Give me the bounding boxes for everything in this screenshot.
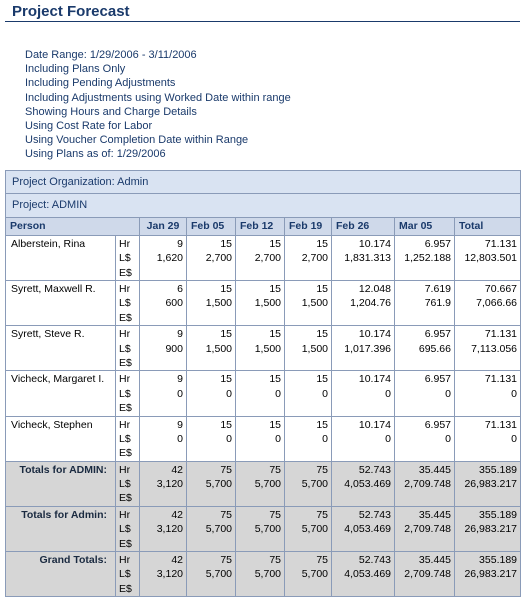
- column-header-row: [6, 217, 521, 235]
- measure-label: L$: [119, 387, 131, 400]
- ls-value: 900: [165, 342, 183, 355]
- period-cell: [187, 506, 236, 551]
- org-band: [6, 171, 521, 194]
- hr-value: 15: [220, 328, 232, 341]
- ls-value: 26,983.217: [464, 478, 518, 491]
- period-cell: [187, 326, 236, 371]
- es-value: [334, 356, 391, 370]
- ls-value: 1,620: [156, 252, 183, 265]
- period-cell: [332, 416, 395, 461]
- es-value: [238, 401, 281, 415]
- period-cell: [332, 235, 395, 280]
- measure-labels: [116, 371, 140, 416]
- hr-value: 15: [316, 328, 328, 341]
- hr-value: 75: [269, 463, 281, 476]
- period-cell: [236, 416, 285, 461]
- ls-value: 5,700: [254, 478, 281, 491]
- total-cell: [455, 326, 521, 371]
- hr-value: 15: [220, 237, 232, 250]
- es-value: [142, 491, 183, 505]
- measure-label: L$: [119, 568, 131, 581]
- period-cell: [395, 506, 455, 551]
- measure-labels: [116, 235, 140, 280]
- hr-value: 7.619: [424, 282, 451, 295]
- ls-value: 3,120: [156, 568, 183, 581]
- hr-value: 15: [269, 328, 281, 341]
- period-cell: [332, 506, 395, 551]
- es-value: [189, 401, 232, 415]
- period-cell: [187, 280, 236, 325]
- hr-value: 15: [269, 418, 281, 431]
- totals-row: [6, 552, 521, 597]
- total-cell: [455, 371, 521, 416]
- hr-value: 75: [220, 508, 232, 521]
- period-cell: [285, 371, 332, 416]
- hr-value: 75: [220, 463, 232, 476]
- totals-row: [6, 461, 521, 506]
- col-header-period: Mar 05: [395, 217, 455, 235]
- es-value: [238, 491, 281, 505]
- col-header-person: Person: [6, 217, 140, 235]
- measure-label: E$: [119, 402, 132, 415]
- measure-labels: [116, 552, 140, 597]
- ls-value: 1,204.76: [350, 297, 391, 310]
- hr-value: 42: [171, 508, 183, 521]
- es-value: [238, 537, 281, 551]
- period-cell: [395, 235, 455, 280]
- total-cell: [455, 280, 521, 325]
- ls-value: 26,983.217: [464, 568, 518, 581]
- es-value: [287, 446, 328, 460]
- period-cell: [236, 506, 285, 551]
- ls-value: 2,700: [254, 252, 281, 265]
- criteria-line: Using Cost Rate for Labor: [25, 119, 153, 132]
- measure-label: Hr: [119, 282, 131, 295]
- forecast-table: [5, 170, 521, 597]
- es-value: [334, 266, 391, 280]
- ls-value: 4,053.469: [344, 568, 391, 581]
- period-cell: [332, 326, 395, 371]
- measure-label: Hr: [119, 463, 131, 476]
- measure-label: E$: [119, 311, 132, 324]
- hr-value: 15: [269, 237, 281, 250]
- ls-value: 1,017.396: [344, 342, 391, 355]
- ls-value: 695.66: [418, 342, 451, 355]
- es-value: [457, 311, 517, 325]
- es-value: [397, 311, 451, 325]
- ls-value: 0: [226, 432, 232, 445]
- person-row: [6, 326, 521, 371]
- es-value: [397, 356, 451, 370]
- date-range-label: Date Range:: [25, 49, 87, 61]
- totals-label: Grand Totals:: [6, 552, 116, 597]
- period-cell: [285, 506, 332, 551]
- hr-value: 6.957: [424, 237, 451, 250]
- ls-value: 1,500: [205, 342, 232, 355]
- es-value: [142, 356, 183, 370]
- es-value: [238, 446, 281, 460]
- col-header-period: Feb 19: [285, 217, 332, 235]
- page-title: Project Forecast: [12, 3, 130, 20]
- es-value: [142, 446, 183, 460]
- hr-value: 10.174: [358, 418, 391, 431]
- hr-value: 35.445: [418, 463, 451, 476]
- measure-label: Hr: [119, 373, 131, 386]
- criteria-line: Using Voucher Completion Date within Range: [25, 134, 249, 147]
- ls-value: 0: [511, 432, 518, 445]
- ls-value: 1,500: [205, 297, 232, 310]
- hr-value: 42: [171, 463, 183, 476]
- period-cell: [187, 552, 236, 597]
- org-label: Project Organization:: [12, 176, 115, 188]
- ls-value: 0: [275, 432, 281, 445]
- ls-value: 5,700: [205, 523, 232, 536]
- ls-value: 1,831.313: [344, 252, 391, 265]
- hr-value: 15: [269, 373, 281, 386]
- hr-value: 6: [177, 282, 183, 295]
- period-cell: [285, 280, 332, 325]
- totals-label: Totals for Admin:: [6, 506, 116, 551]
- measure-label: E$: [119, 266, 132, 279]
- measure-label: L$: [119, 478, 131, 491]
- criteria-line: Including Pending Adjustments: [25, 77, 176, 90]
- period-cell: [332, 461, 395, 506]
- person-name: Alberstein, Rina: [6, 235, 116, 280]
- ls-value: 26,983.217: [464, 523, 518, 536]
- hr-value: 6.957: [424, 418, 451, 431]
- hr-value: 75: [316, 554, 328, 567]
- plans-as-of-line: [25, 147, 291, 161]
- totals-row: [6, 506, 521, 551]
- period-cell: [140, 280, 187, 325]
- hr-value: 75: [269, 554, 281, 567]
- es-value: [142, 266, 183, 280]
- hr-value: 75: [316, 508, 328, 521]
- measure-label: Hr: [119, 418, 131, 431]
- ls-value: 0: [322, 432, 328, 445]
- hr-value: 52.743: [358, 554, 391, 567]
- ls-value: 12,803.501: [464, 252, 518, 265]
- period-cell: [140, 552, 187, 597]
- period-cell: [332, 552, 395, 597]
- period-cell: [285, 235, 332, 280]
- ls-value: 0: [385, 387, 391, 400]
- period-cell: [332, 371, 395, 416]
- period-cell: [140, 326, 187, 371]
- ls-value: 7,066.66: [476, 297, 518, 310]
- total-cell: [455, 461, 521, 506]
- ls-value: 5,700: [301, 523, 328, 536]
- ls-value: 0: [177, 387, 183, 400]
- es-value: [189, 266, 232, 280]
- measure-label: E$: [119, 582, 132, 595]
- person-row: [6, 416, 521, 461]
- es-value: [334, 311, 391, 325]
- hr-value: 52.743: [358, 508, 391, 521]
- hr-value: 15: [316, 237, 328, 250]
- hr-value: 75: [220, 554, 232, 567]
- col-header-period: Feb 12: [236, 217, 285, 235]
- ls-value: 1,252.188: [404, 252, 451, 265]
- es-value: [287, 266, 328, 280]
- plans-as-of-label: Using Plans as of:: [25, 148, 114, 161]
- person-name: Vicheck, Stephen: [6, 416, 116, 461]
- ls-value: 4,053.469: [344, 478, 391, 491]
- period-cell: [395, 371, 455, 416]
- ls-value: 2,700: [301, 252, 328, 265]
- es-value: [334, 537, 391, 551]
- plans-as-of-value: 1/29/2006: [116, 148, 166, 161]
- hr-value: 71.131: [484, 418, 518, 431]
- ls-value: 1,500: [301, 342, 328, 355]
- hr-value: 10.174: [358, 373, 391, 386]
- person-name: Vicheck, Margaret I.: [6, 371, 116, 416]
- col-header-total: Total: [455, 217, 521, 235]
- ls-value: 5,700: [301, 568, 328, 581]
- ls-value: 0: [511, 387, 518, 400]
- es-value: [238, 356, 281, 370]
- es-value: [334, 491, 391, 505]
- measure-labels: [116, 506, 140, 551]
- es-value: [189, 311, 232, 325]
- criteria-line: Including Adjustments using Worked Date within range: [25, 91, 291, 104]
- period-cell: [236, 326, 285, 371]
- es-value: [457, 446, 517, 460]
- es-value: [189, 491, 232, 505]
- es-value: [397, 537, 451, 551]
- ls-value: 761.9: [424, 297, 451, 310]
- es-value: [238, 311, 281, 325]
- hr-value: 15: [316, 373, 328, 386]
- period-cell: [140, 416, 187, 461]
- measure-labels: [116, 416, 140, 461]
- hr-value: 15: [220, 418, 232, 431]
- measure-label: L$: [119, 432, 131, 445]
- es-value: [457, 491, 517, 505]
- measure-label: E$: [119, 537, 132, 550]
- criteria-line: Including Plans Only: [25, 63, 126, 76]
- period-cell: [285, 461, 332, 506]
- hr-value: 6.957: [424, 373, 451, 386]
- period-cell: [236, 371, 285, 416]
- measure-label: Hr: [119, 508, 131, 521]
- col-header-period: Feb 05: [187, 217, 236, 235]
- ls-value: 0: [226, 387, 232, 400]
- total-cell: [455, 552, 521, 597]
- period-cell: [395, 552, 455, 597]
- measure-label: E$: [119, 447, 132, 460]
- measure-label: E$: [119, 356, 132, 369]
- es-value: [287, 537, 328, 551]
- title-divider: [5, 21, 520, 22]
- col-header-period: Feb 26: [332, 217, 395, 235]
- period-cell: [285, 416, 332, 461]
- hr-value: 9: [177, 328, 183, 341]
- ls-value: 1,500: [301, 297, 328, 310]
- hr-value: 75: [269, 508, 281, 521]
- hr-value: 355.189: [479, 463, 518, 476]
- es-value: [397, 401, 451, 415]
- period-cell: [140, 506, 187, 551]
- es-value: [457, 537, 517, 551]
- criteria-line: Showing Hours and Charge Details: [25, 105, 197, 118]
- period-cell: [395, 326, 455, 371]
- period-cell: [140, 235, 187, 280]
- ls-value: 2,709.748: [404, 478, 451, 491]
- hr-value: 9: [177, 237, 183, 250]
- hr-value: 355.189: [479, 508, 518, 521]
- person-name: Syrett, Maxwell R.: [6, 280, 116, 325]
- hr-value: 71.131: [484, 237, 518, 250]
- project-band: [6, 194, 521, 217]
- hr-value: 71.131: [484, 373, 518, 386]
- period-cell: [236, 552, 285, 597]
- ls-value: 5,700: [254, 568, 281, 581]
- es-value: [397, 446, 451, 460]
- project-value: ADMIN: [51, 199, 88, 212]
- measure-labels: [116, 280, 140, 325]
- ls-value: 5,700: [301, 478, 328, 491]
- total-cell: [455, 235, 521, 280]
- ls-value: 0: [385, 432, 391, 445]
- ls-value: 2,709.748: [404, 523, 451, 536]
- ls-value: 0: [322, 387, 328, 400]
- es-value: [287, 311, 328, 325]
- hr-value: 10.174: [358, 328, 391, 341]
- hr-value: 15: [316, 418, 328, 431]
- hr-value: 35.445: [418, 508, 451, 521]
- es-value: [142, 311, 183, 325]
- period-cell: [187, 235, 236, 280]
- ls-value: 2,700: [205, 252, 232, 265]
- hr-value: 15: [220, 373, 232, 386]
- hr-value: 6.957: [424, 328, 451, 341]
- hr-value: 15: [269, 282, 281, 295]
- hr-value: 75: [316, 463, 328, 476]
- measure-label: E$: [119, 492, 132, 505]
- hr-value: 70.667: [484, 282, 518, 295]
- hr-value: 71.131: [484, 328, 518, 341]
- person-row: [6, 371, 521, 416]
- hr-value: 10.174: [358, 237, 391, 250]
- person-row: [6, 280, 521, 325]
- es-value: [287, 356, 328, 370]
- period-cell: [236, 280, 285, 325]
- hr-value: 42: [171, 554, 183, 567]
- totals-label: Totals for ADMIN:: [6, 461, 116, 506]
- measure-label: Hr: [119, 237, 131, 250]
- measure-label: Hr: [119, 554, 131, 567]
- es-value: [142, 401, 183, 415]
- measure-labels: [116, 461, 140, 506]
- measure-label: L$: [119, 252, 131, 265]
- es-value: [457, 401, 517, 415]
- es-value: [238, 266, 281, 280]
- es-value: [142, 537, 183, 551]
- es-value: [334, 401, 391, 415]
- ls-value: 7,113.056: [471, 342, 518, 355]
- period-cell: [187, 416, 236, 461]
- period-cell: [332, 280, 395, 325]
- person-row: [6, 235, 521, 280]
- person-name: Syrett, Steve R.: [6, 326, 116, 371]
- period-cell: [140, 461, 187, 506]
- period-cell: [285, 552, 332, 597]
- es-value: [189, 446, 232, 460]
- ls-value: 0: [177, 432, 183, 445]
- es-value: [334, 446, 391, 460]
- hr-value: 9: [177, 373, 183, 386]
- period-cell: [140, 371, 187, 416]
- ls-value: 0: [445, 387, 451, 400]
- period-cell: [395, 461, 455, 506]
- es-value: [457, 266, 517, 280]
- measure-label: L$: [119, 342, 131, 355]
- org-value: Admin: [117, 176, 149, 188]
- hr-value: 35.445: [418, 554, 451, 567]
- total-cell: [455, 416, 521, 461]
- report-criteria: [25, 48, 291, 162]
- ls-value: 600: [165, 297, 183, 310]
- hr-value: 9: [177, 418, 183, 431]
- ls-value: 5,700: [205, 568, 232, 581]
- hr-value: 355.189: [479, 554, 518, 567]
- es-value: [189, 537, 232, 551]
- measure-label: L$: [119, 523, 131, 536]
- measure-label: Hr: [119, 328, 131, 341]
- es-value: [189, 356, 232, 370]
- date-range-line: [25, 48, 291, 62]
- es-value: [397, 266, 451, 280]
- es-value: [457, 356, 517, 370]
- ls-value: 1,500: [254, 297, 281, 310]
- period-cell: [187, 371, 236, 416]
- ls-value: 3,120: [156, 478, 183, 491]
- ls-value: 1,500: [254, 342, 281, 355]
- measure-label: L$: [119, 297, 131, 310]
- hr-value: 12.048: [358, 282, 391, 295]
- ls-value: 2,709.748: [404, 568, 451, 581]
- col-header-period: Jan 29: [140, 217, 187, 235]
- hr-value: 15: [220, 282, 232, 295]
- measure-labels: [116, 326, 140, 371]
- period-cell: [285, 326, 332, 371]
- ls-value: 0: [275, 387, 281, 400]
- period-cell: [187, 461, 236, 506]
- period-cell: [395, 280, 455, 325]
- ls-value: 3,120: [156, 523, 183, 536]
- hr-value: 15: [316, 282, 328, 295]
- es-value: [397, 491, 451, 505]
- period-cell: [395, 416, 455, 461]
- ls-value: 4,053.469: [344, 523, 391, 536]
- ls-value: 5,700: [254, 523, 281, 536]
- ls-value: 5,700: [205, 478, 232, 491]
- hr-value: 52.743: [358, 463, 391, 476]
- ls-value: 0: [445, 432, 451, 445]
- period-cell: [236, 461, 285, 506]
- es-value: [287, 491, 328, 505]
- es-value: [287, 401, 328, 415]
- total-cell: [455, 506, 521, 551]
- project-label: Project:: [12, 199, 50, 212]
- date-range-value: 1/29/2006 - 3/11/2006: [89, 49, 197, 61]
- period-cell: [236, 235, 285, 280]
